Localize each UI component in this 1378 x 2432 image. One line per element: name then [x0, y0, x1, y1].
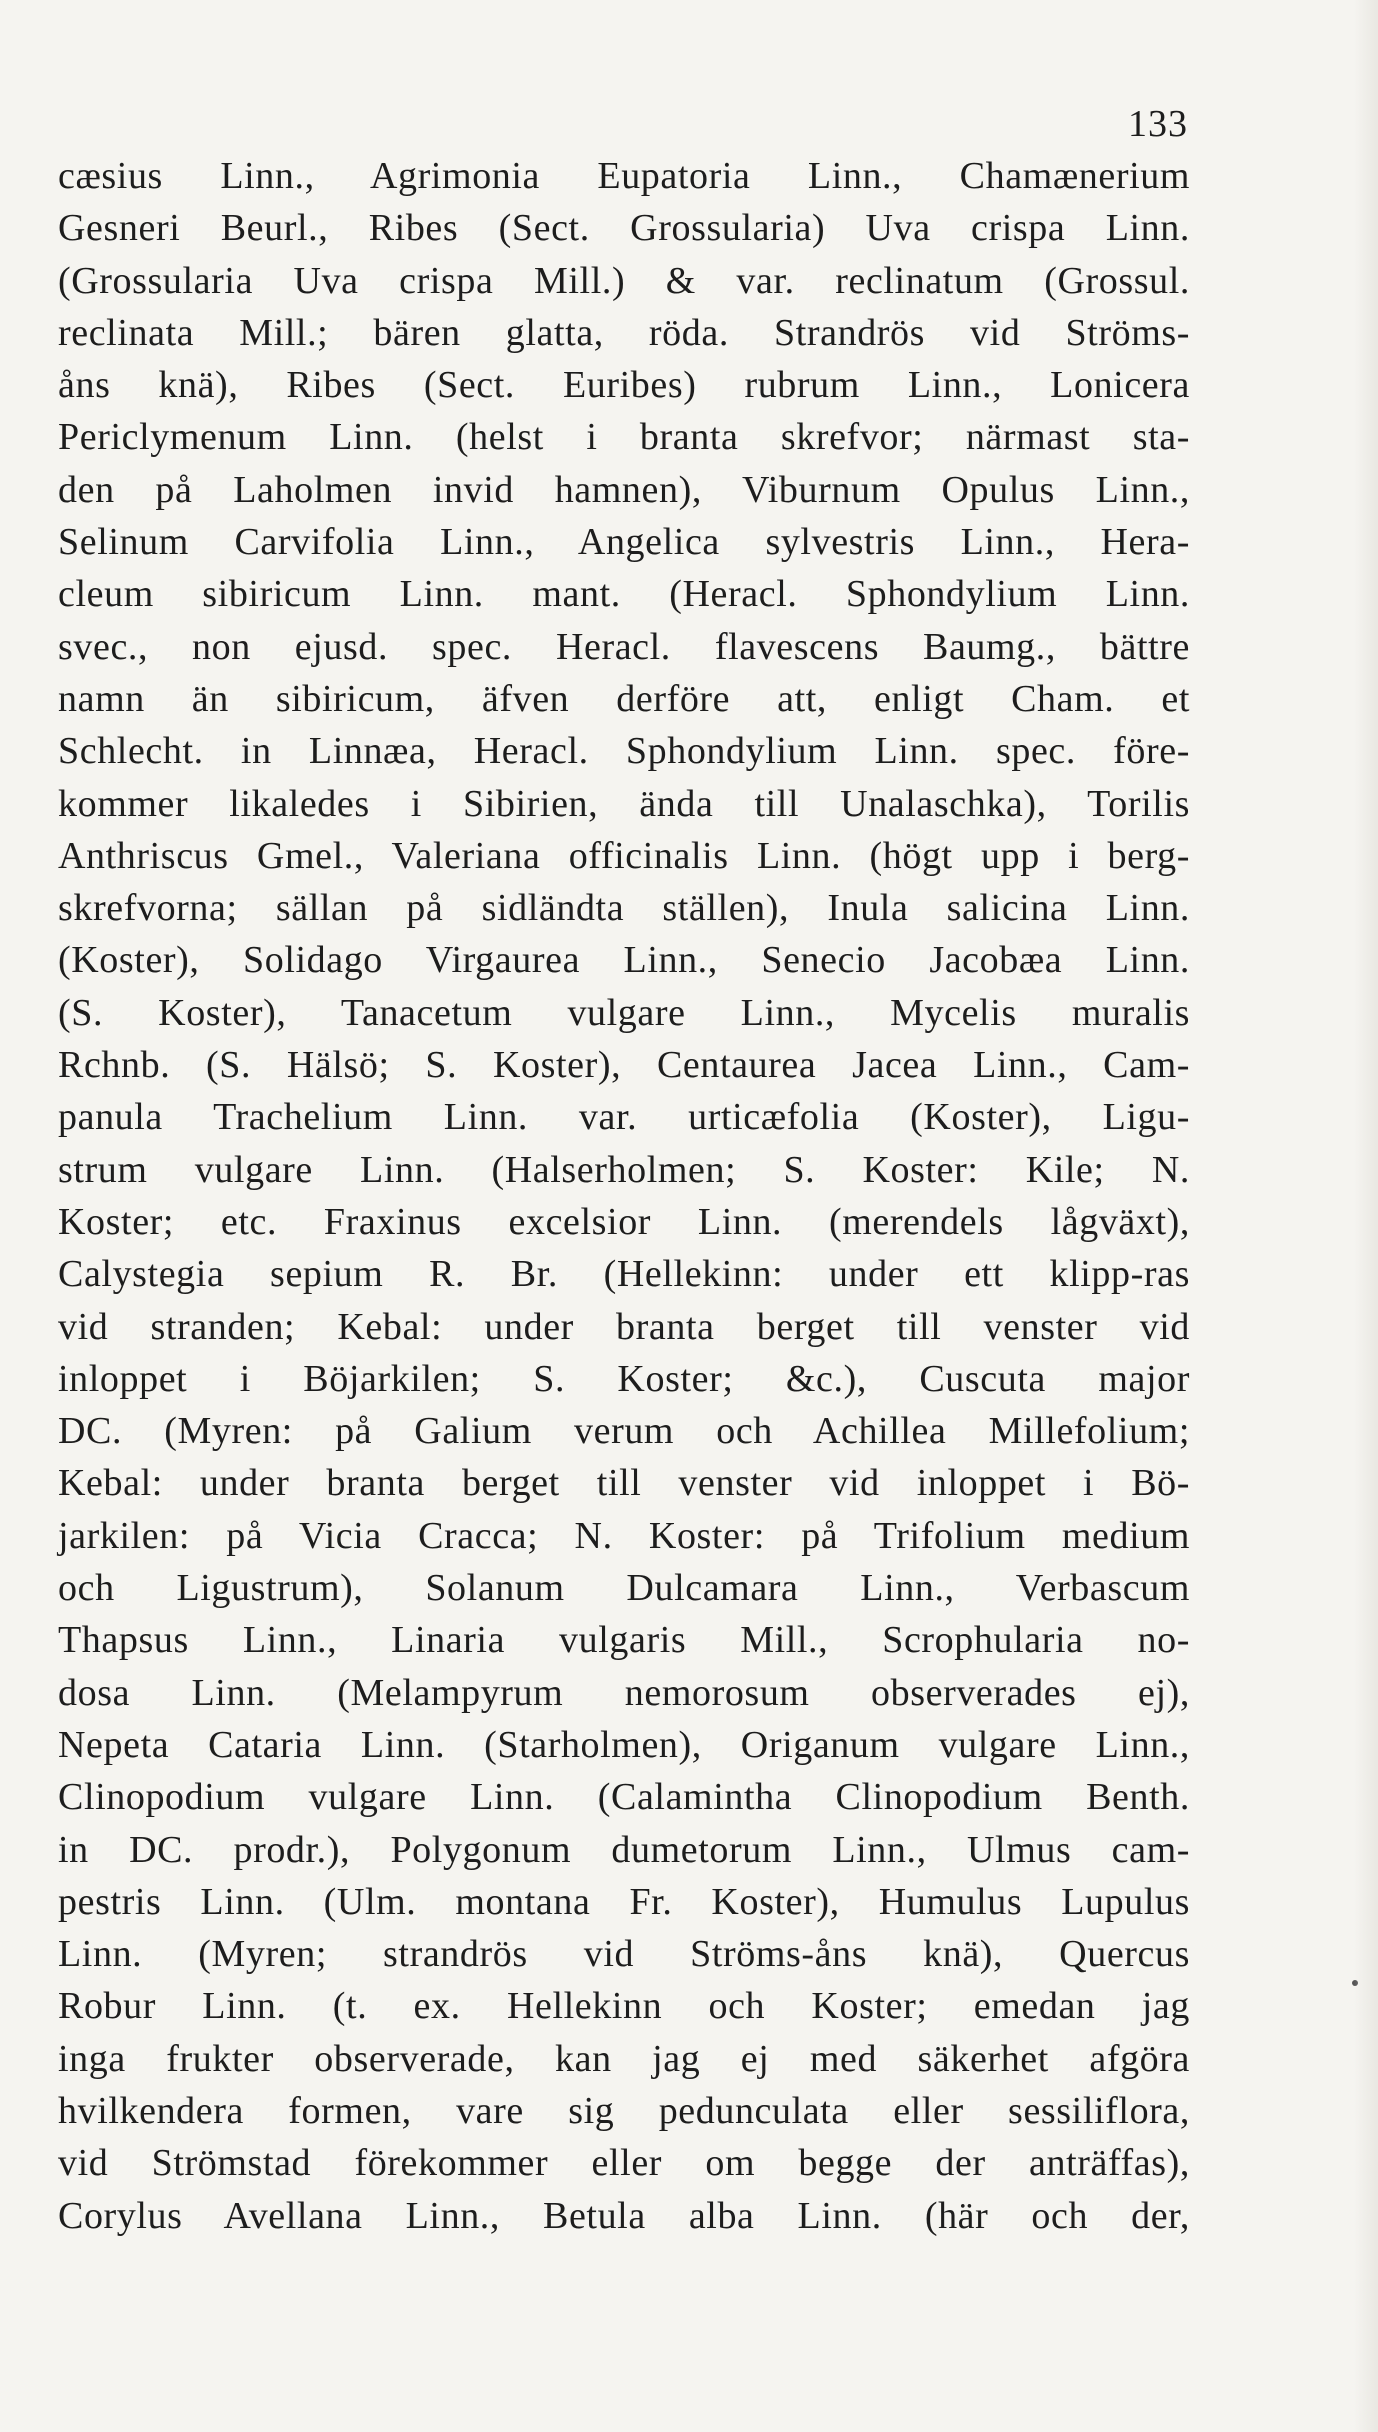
text-line: inloppet i Böjarkilen; S. Koster; &c.), Cuscuta major — [58, 1357, 1190, 1400]
text-line: hvilkendera formen, vare sig pedunculata eller sessiliflora, — [58, 2089, 1190, 2132]
text-line: Kebal: under branta berget till venster vid inloppet i Bö- — [58, 1462, 1190, 1505]
text-line: inga frukter observerade, kan jag ej med säkerhet afgöra — [58, 2037, 1190, 2080]
text-line: DC. (Myren: på Galium verum och Achillea Millefolium; — [58, 1410, 1190, 1453]
text-line: Robur Linn. (t. ex. Hellekinn och Koster; emedan jag — [58, 1985, 1190, 2028]
text-line: Linn. (Myren; strandrös vid Ströms-åns knä), Quercus — [58, 1933, 1190, 1976]
text-line: den på Laholmen invid hamnen), Viburnum Opulus Linn., — [58, 468, 1190, 511]
text-line: skrefvorna; sällan på sidländta ställen), Inula salicina Linn. — [58, 887, 1190, 930]
text-line: Gesneri Beurl., Ribes (Sect. Grossularia) Uva crispa Linn. — [58, 207, 1190, 250]
text-line: Nepeta Cataria Linn. (Starholmen), Origanum vulgare Linn., — [58, 1723, 1190, 1766]
text-line: och Ligustrum), Solanum Dulcamara Linn., Verbascum — [58, 1567, 1190, 1610]
text-line: reclinata Mill.; bären glatta, röda. Strandrös vid Ströms- — [58, 311, 1190, 354]
text-line: vid stranden; Kebal: under branta berget till venster vid — [58, 1305, 1190, 1348]
text-line: svec., non ejusd. spec. Heracl. flavescens Baumg., bättre — [58, 625, 1190, 668]
body-text — [58, 150, 1190, 2242]
text-line: pestris Linn. (Ulm. montana Fr. Koster), Humulus Lupulus — [58, 1880, 1190, 1923]
text-line: (Koster), Solidago Virgaurea Linn., Senecio Jacobæa Linn. — [58, 939, 1190, 982]
text-line: Periclymenum Linn. (helst i branta skrefvor; närmast sta- — [58, 416, 1190, 459]
text-line: Clinopodium vulgare Linn. (Calamintha Clinopodium Benth. — [58, 1776, 1190, 1819]
text-line: cleum sibiricum Linn. mant. (Heracl. Sphondylium Linn. — [58, 573, 1190, 616]
text-line: in DC. prodr.), Polygonum dumetorum Linn., Ulmus cam- — [58, 1828, 1190, 1871]
text-line: Rchnb. (S. Hälsö; S. Koster), Centaurea Jacea Linn., Cam- — [58, 1044, 1190, 1087]
text-line: panula Trachelium Linn. var. urticæfolia (Koster), Ligu- — [58, 1096, 1190, 1139]
text-line: cæsius Linn., Agrimonia Eupatoria Linn., Chamænerium — [58, 155, 1190, 197]
page-number: 133 — [1128, 103, 1188, 145]
text-line: Anthriscus Gmel., Valeriana officinalis Linn. (högt upp i berg- — [58, 834, 1190, 877]
text-line: namn än sibiricum, äfven derföre att, enligt Cham. et — [58, 677, 1190, 720]
text-line: jarkilen: på Vicia Cracca; N. Koster: på Trifolium medium — [58, 1514, 1190, 1557]
text-line: Thapsus Linn., Linaria vulgaris Mill., Scrophularia no- — [58, 1619, 1190, 1662]
text-line: åns knä), Ribes (Sect. Euribes) rubrum Linn., Lonicera — [58, 364, 1190, 407]
text-line: strum vulgare Linn. (Halserholmen; S. Koster: Kile; N. — [58, 1148, 1190, 1191]
text-line: kommer likaledes i Sibirien, ända till Unalaschka), Torilis — [58, 782, 1190, 825]
text-line: Corylus Avellana Linn., Betula alba Linn. (här och der, — [58, 2194, 1190, 2237]
text-line: Schlecht. in Linnæa, Heracl. Sphondylium Linn. spec. före- — [58, 730, 1190, 773]
text-line: Koster; etc. Fraxinus excelsior Linn. (merendels lågväxt), — [58, 1200, 1190, 1243]
text-line: (S. Koster), Tanacetum vulgare Linn., Mycelis muralis — [58, 991, 1190, 1034]
page-edge-shadow — [1354, 0, 1378, 2432]
text-line: vid Strömstad förekommer eller om begge der anträffas), — [58, 2142, 1190, 2185]
text-line: (Grossularia Uva crispa Mill.) & var. reclinatum (Grossul. — [58, 259, 1190, 302]
text-line: Calystegia sepium R. Br. (Hellekinn: under ett klipp-ras — [58, 1253, 1190, 1296]
text-line: Selinum Carvifolia Linn., Angelica sylvestris Linn., Hera- — [58, 521, 1190, 564]
text-line: dosa Linn. (Melampyrum nemorosum observerades ej), — [58, 1671, 1190, 1714]
